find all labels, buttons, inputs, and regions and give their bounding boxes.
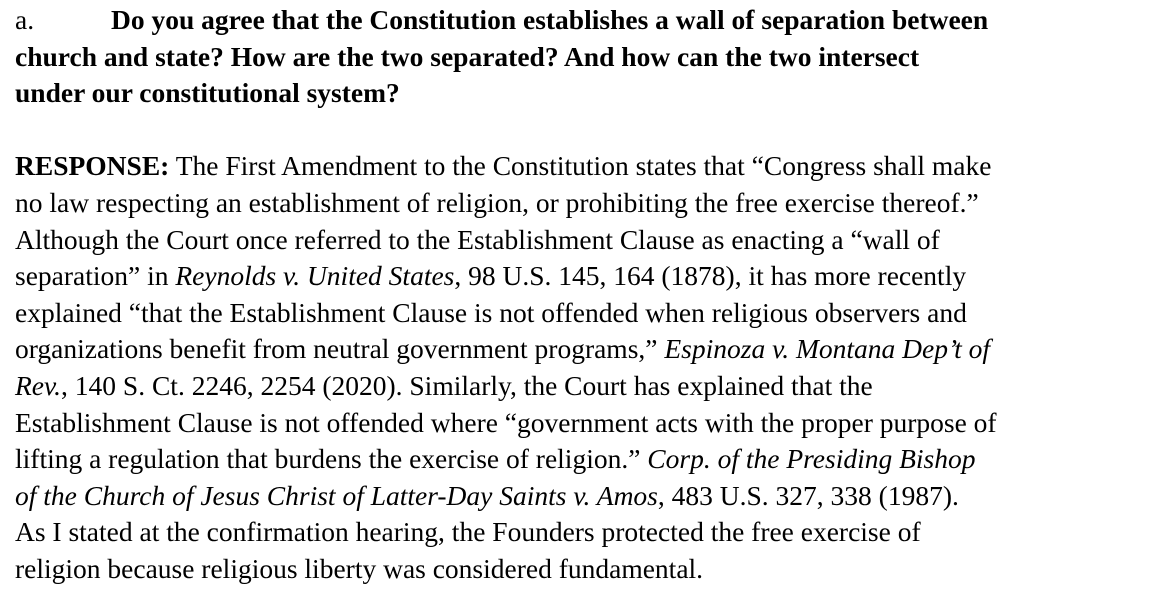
response-line-7	[15, 368, 1169, 405]
response-text: separation” in	[15, 260, 176, 292]
response-block	[15, 148, 1169, 587]
response-label: RESPONSE:	[15, 150, 170, 182]
question-text-line-1: Do you agree that the Constitution establishes a wall of separation between	[111, 4, 989, 35]
question-block	[15, 2, 1169, 112]
case-citation: of the Church of Jesus Christ of Latter-Day Saints v. Amos	[15, 479, 658, 511]
response-text: lifting a regulation that burdens the exercise of religion.”	[15, 443, 648, 475]
response-line-11: As I stated at the confirmation hearing, the Founders protected the free exercise of	[15, 516, 921, 548]
document-page	[15, 2, 1169, 588]
case-citation: Reynolds v. United States	[175, 260, 455, 292]
response-text: , 98 U.S. 145, 164 (1878), it has more recently	[454, 260, 967, 292]
response-line-6	[15, 331, 1169, 368]
case-citation: Espinoza v. Montana Dep’t of	[664, 333, 990, 365]
response-line-8: Establishment Clause is not offended where “government acts with the proper purpose of	[15, 406, 997, 438]
paragraph-spacer	[15, 112, 1169, 149]
case-citation: Rev.	[15, 369, 62, 401]
response-line-12: religion because religious liberty was considered fundamental.	[15, 552, 704, 584]
response-text: organizations benefit from neutral government programs,”	[15, 333, 665, 365]
response-line-9	[15, 441, 1169, 478]
question-line-1	[15, 2, 1169, 39]
question-text-line-3: under our constitutional system?	[15, 77, 400, 109]
response-line-4	[15, 258, 1169, 295]
question-marker: a.	[15, 4, 35, 35]
response-text: , 140 S. Ct. 2246, 2254 (2020). Similarly, the Court has explained that the	[61, 369, 873, 401]
response-line-2: no law respecting an establishment of religion, or prohibiting the free exercise thereof.”	[15, 186, 979, 218]
response-line-10	[15, 478, 1169, 515]
case-citation: Corp. of the Presiding Bishop	[647, 443, 976, 475]
response-text: The First Amendment to the Constitution states that “Congress shall make	[169, 150, 992, 182]
response-line-3: Although the Court once referred to the Establishment Clause as enacting a “wall of	[15, 223, 940, 255]
question-text-line-2: church and state? How are the two separated? And how can the two intersect	[15, 40, 920, 72]
response-line-1	[15, 148, 1169, 185]
response-text: , 483 U.S. 327, 338 (1987).	[657, 479, 959, 511]
response-line-5: explained “that the Establishment Clause is not offended when religious observers and	[15, 296, 967, 328]
